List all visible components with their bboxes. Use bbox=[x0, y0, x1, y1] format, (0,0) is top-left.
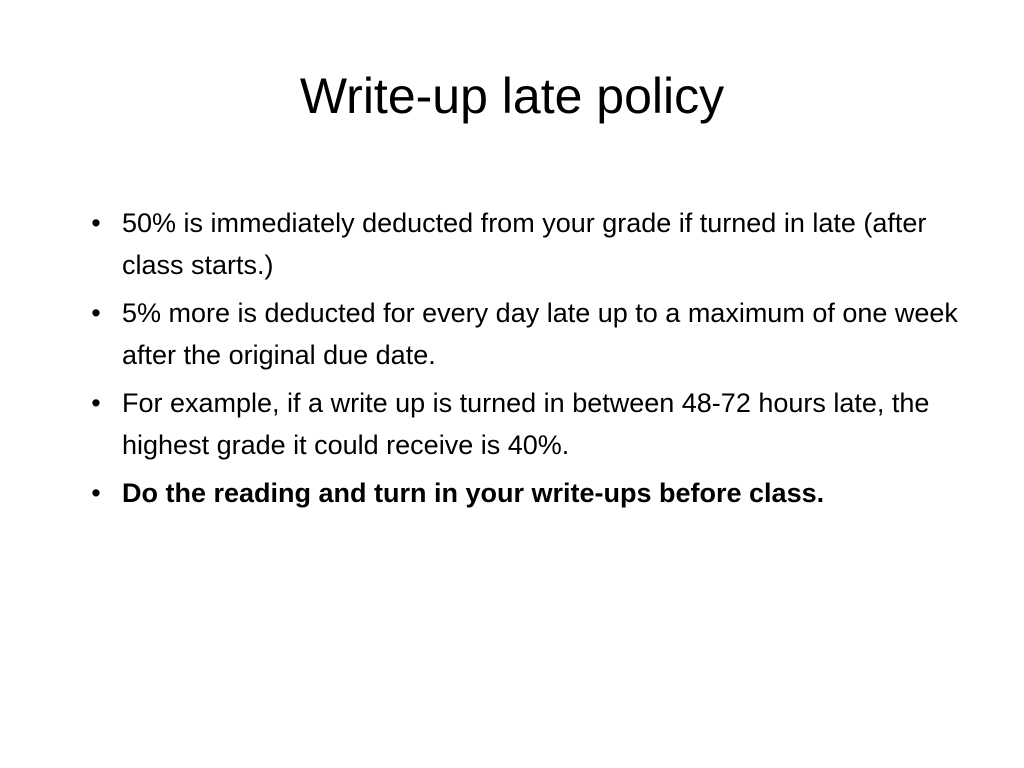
bullet-list bbox=[86, 202, 966, 520]
bullet-item bbox=[86, 382, 966, 466]
bullet-text: Do the reading and turn in your write-ups before class. bbox=[122, 478, 825, 508]
bullet-icon: • bbox=[91, 388, 101, 418]
bullet-icon: • bbox=[91, 298, 101, 328]
bullet-text: 50% is immediately deducted from your grade if turned in late (after class starts.) bbox=[122, 208, 927, 280]
bullet-item bbox=[86, 202, 966, 286]
bullet-item bbox=[86, 292, 966, 376]
slide-title: Write-up late policy bbox=[299, 68, 725, 124]
bullet-text: 5% more is deducted for every day late up to a maximum of one week after the original due date. bbox=[122, 298, 958, 370]
bullet-item-emphasis bbox=[86, 472, 966, 514]
bullet-text: For example, if a write up is turned in between 48-72 hours late, the highest grade it could receive is 40%. bbox=[122, 388, 930, 460]
bullet-icon: • bbox=[91, 478, 101, 508]
bullet-icon: • bbox=[91, 208, 101, 238]
